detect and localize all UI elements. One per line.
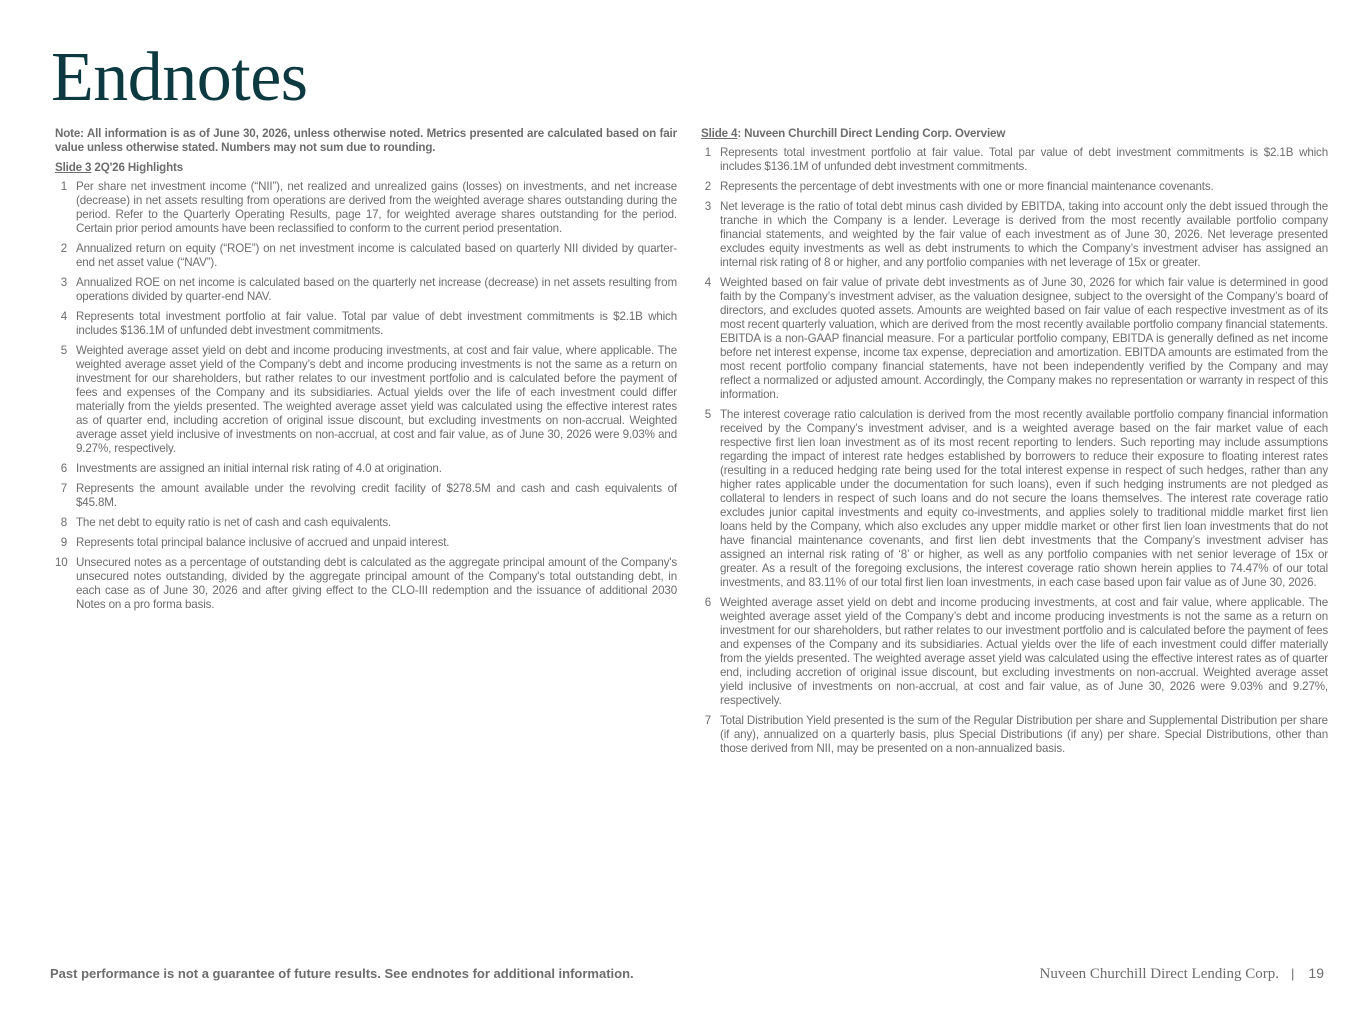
slide-4-link[interactable]: Slide 4 [701, 127, 738, 140]
footer-page-info [1040, 965, 1325, 983]
endnotes-list-slide-3 [55, 180, 677, 612]
endnote-item [701, 276, 1328, 402]
endnote-number: 1 [60, 180, 67, 193]
section-heading-slide-4 [701, 127, 1328, 141]
endnote-text: Annualized ROE on net income is calculated based on the quarterly net increase (decrease) in net assets resulting from operations divided by quarter-end NAV. [76, 276, 677, 303]
endnote-number: 2 [60, 242, 67, 255]
endnote-number: 10 [55, 556, 68, 569]
endnote-text: Annualized return on equity (“ROE”) on net investment income is calculated based on quarterly NII divided by quarter-end net asset value (“NAV”). [76, 242, 677, 269]
endnote-item [55, 310, 677, 338]
endnote-number: 8 [60, 516, 67, 529]
slide-3-link[interactable]: Slide 3 [55, 161, 92, 174]
endnote-item [701, 200, 1328, 270]
endnote-number: 7 [704, 714, 711, 727]
endnote-item [701, 180, 1328, 194]
endnote-number: 3 [704, 200, 711, 213]
company-name: Nuveen Churchill Direct Lending Corp. [1039, 966, 1280, 982]
endnote-item [701, 596, 1328, 708]
endnote-item [701, 146, 1328, 174]
endnote-item [55, 536, 677, 550]
endnote-text: The interest coverage ratio calculation is derived from the most recently available portfolio company financial information received by the Company’s investment adviser, and is a weighted average based on the fair market value of each respective first lien loan investment as of its most recent reporting to lenders. Such reporting may include assumptions regarding the impact of interest rate hedges established by borrowers to reduce their exposure to floating interest rates (resulting in a reduced hedging rate being used for the total interest expense in respect of such hedges, rather than any higher rates applicable under the documentation for such loans), even if such hedging instruments are not pledged as collateral to lenders in respect of such loans and do not secure the loans themselves. The interest rate coverage ratio excludes junior capital investments and equity co-investments, and applies solely to traditional middle market first lien loans held by the Company, which also excludes any upper middle market or other first lien loan investments that do not have financial maintenance covenants, and first lien debt investments that the Company’s investment adviser has assigned an internal risk rating of ‘8’ or higher, as well as any portfolio companies with net senior leverage of 15x or greater. As a result of the foregoing exclusions, the interest coverage ratio shown herein applies to 74.47% of our total investments, and 83.11% of our total first lien loan investments, in each case based upon fair value as of June 30, 2026. [720, 408, 1328, 589]
endnote-text: Represents total investment portfolio at fair value. Total par value of debt investment commitments is $2.1B which includes $136.1M of unfunded debt investment commitments. [720, 146, 1328, 173]
right-column [701, 127, 1328, 762]
section-heading-text: 2Q'26 Highlights [91, 161, 184, 174]
endnote-item [55, 242, 677, 270]
endnote-text: Represents the percentage of debt investments with one or more financial maintenance covenants. [720, 180, 1214, 193]
page-number: 19 [1308, 965, 1324, 981]
general-note: Note: All information is as of June 30, 2026, unless otherwise noted. Metrics presented are calculated based on fair value unless otherwise stated. Numbers may not sum due to rounding. [55, 127, 677, 154]
endnote-number: 5 [60, 344, 67, 357]
endnote-number: 4 [704, 276, 711, 289]
endnote-item [55, 556, 677, 612]
footer-separator: | [1291, 966, 1295, 981]
endnote-item [701, 408, 1328, 590]
endnote-text: Net leverage is the ratio of total debt minus cash divided by EBITDA, taking into account only the debt issued through the tranche in which the Company is a lender. Leverage is derived from the most recently available portfolio company financial statements, and weighted by the fair value of each investment as of June 30, 2026. Net leverage presented excludes equity investments as well as debt instruments to which the Company’s investment adviser has assigned an internal risk rating of 8 or higher, and any portfolio companies with net leverage of 15x or greater. [720, 200, 1328, 269]
endnote-number: 1 [704, 146, 711, 159]
endnote-number: 3 [60, 276, 67, 289]
endnote-number: 4 [60, 310, 67, 323]
endnote-number: 7 [60, 482, 67, 495]
endnote-number: 9 [60, 536, 67, 549]
endnote-item [55, 516, 677, 530]
page-title: Endnotes [51, 39, 308, 116]
endnote-number: 6 [704, 596, 711, 609]
endnote-text: Weighted based on fair value of private debt investments as of June 30, 2026 for which fair value is determined in good faith by the Company’s investment adviser, as the valuation designee, subject to the oversight of the Company’s board of directors, and excludes quoted assets. Amounts are weighted based on fair value of each respective investment as of its most recent quarterly valuation, which are derived from the most recently available portfolio company financial statements. EBITDA is a non-GAAP financial measure. For a particular portfolio company, EBITDA is generally defined as net income before net interest expense, income tax expense, depreciation and amortization. EBITDA amounts are estimated from the most recent portfolio company financial statements, have not been independently verified by the Company and may reflect a normalized or adjusted amount. Accordingly, the Company makes no representation or warranty in respect of this information. [720, 276, 1328, 401]
endnote-text: Represents total principal balance inclusive of accrued and unpaid interest. [76, 536, 450, 549]
endnote-item [55, 276, 677, 304]
endnote-text: Represents total investment portfolio at fair value. Total par value of debt investment commitments is $2.1B which includes $136.1M of unfunded debt investment commitments. [76, 310, 677, 337]
endnote-text: Represents the amount available under the revolving credit facility of $278.5M and cash and cash equivalents of $45.8M. [76, 482, 677, 509]
left-column [55, 127, 677, 618]
endnote-text: Unsecured notes as a percentage of outstanding debt is calculated as the aggregate principal amount of the Company's unsecured notes outstanding, divided by the aggregate principal amount of the Company's total outstanding debt, in each case as of June 30, 2026 and after giving effect to the CLO-III redemption and the issuance of additional 2030 Notes on a pro forma basis. [76, 556, 677, 611]
endnote-item [55, 462, 677, 476]
endnote-text: Total Distribution Yield presented is the sum of the Regular Distribution per share and Supplemental Distribution per share (if any), annualized on a quarterly basis, plus Special Distributions (if any) per share. Special Distributions, other than those derived from NII, may be presented on a non-annualized basis. [720, 714, 1328, 755]
endnote-number: 2 [704, 180, 711, 193]
endnotes-list-slide-4 [701, 146, 1328, 756]
endnote-text: Weighted average asset yield on debt and income producing investments, at cost and fair value, where applicable. The weighted average asset yield of the Company’s debt and income producing investments is not the same as a return on investment for our shareholders, but rather relates to our investment portfolio and is calculated before the payment of fees and expenses of the Company and its subsidiaries. Actual yields over the life of each investment could differ materially from the yields presented. The weighted average asset yield was calculated using the effective interest rates as of quarter end, including accretion of original issue discount, but excluding investments on non-accrual. Weighted average asset yield inclusive of investments on non-accrual, at cost and fair value, as of June 30, 2026 were 9.03% and 9.27%, respectively. [76, 344, 677, 455]
endnote-item [55, 180, 677, 236]
endnote-text: Per share net investment income (“NII”), net realized and unrealized gains (losses) on investments, and net increase (decrease) in net assets resulting from operations are derived from the weighted average shares outstanding during the period. Refer to the Quarterly Operating Results, page 17, for weighted average shares outstanding for the period. Certain prior period amounts have been reclassified to conform to the current period presentation. [76, 180, 677, 235]
endnote-item [55, 344, 677, 456]
footer-disclaimer: Past performance is not a guarantee of future results. See endnotes for additional information. [50, 966, 634, 981]
section-heading-slide-3 [55, 161, 677, 175]
endnote-number: 5 [704, 408, 711, 421]
endnote-text: Weighted average asset yield on debt and income producing investments, at cost and fair value, where applicable. The weighted average asset yield of the Company’s debt and income producing investments is not the same as a return on investment for our shareholders, but rather relates to our investment portfolio and is calculated before the payment of fees and expenses of the Company and its subsidiaries. Actual yields over the life of each investment could differ materially from the yields presented. The weighted average asset yield was calculated using the effective interest rates as of quarter end, including accretion of original issue discount, but excluding investments on non-accrual. Weighted average asset yield inclusive of investments on non-accrual, at cost and fair value, as of June 30, 2026 were 9.03% and 9.27%, respectively. [720, 596, 1328, 707]
endnote-item [701, 714, 1328, 756]
endnote-item [55, 482, 677, 510]
endnote-number: 6 [60, 462, 67, 475]
section-heading-text: : Nuveen Churchill Direct Lending Corp. Overview [737, 127, 1006, 140]
endnote-text: Investments are assigned an initial internal risk rating of 4.0 at origination. [76, 462, 442, 475]
endnote-text: The net debt to equity ratio is net of cash and cash equivalents. [76, 516, 392, 529]
